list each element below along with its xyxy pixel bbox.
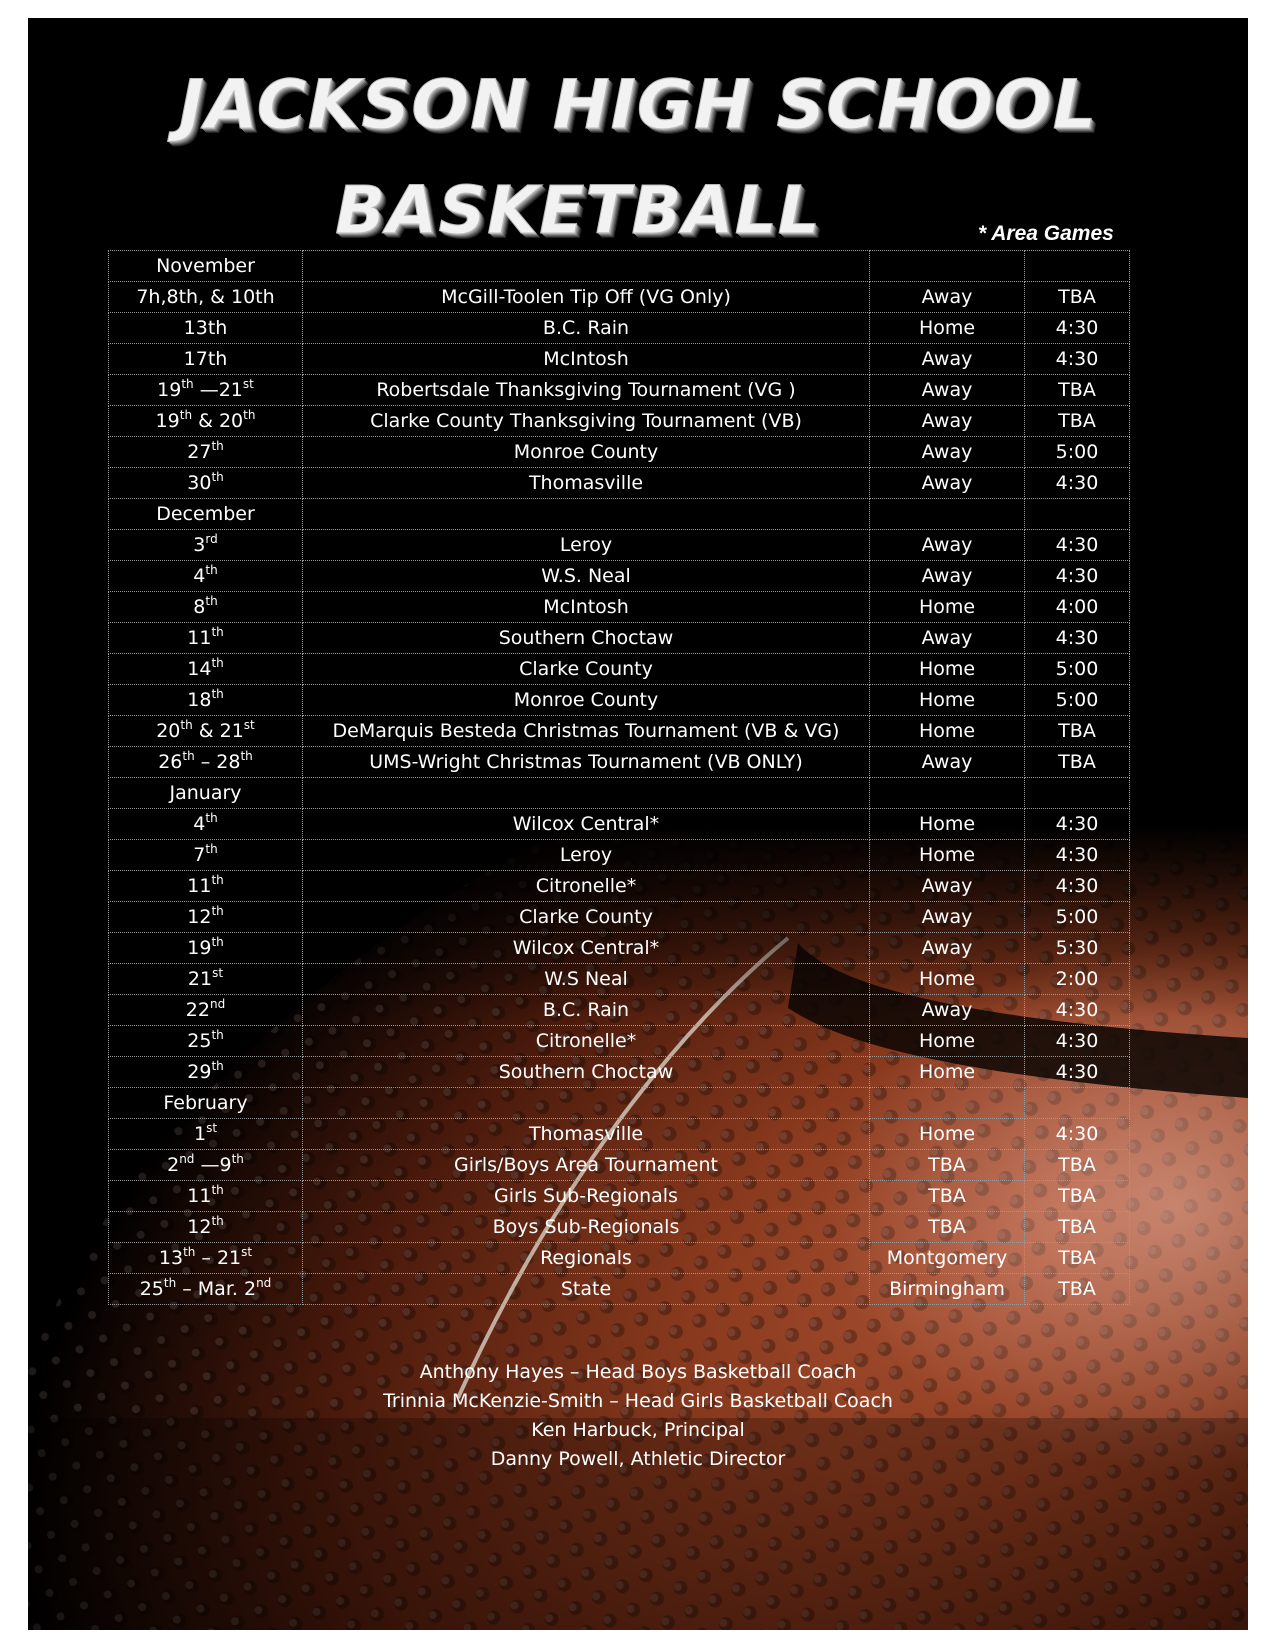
game-row — [109, 1212, 1130, 1243]
opponent-cell: Monroe County — [303, 437, 870, 468]
game-row — [109, 995, 1130, 1026]
opponent-cell: W.S Neal — [303, 964, 870, 995]
time-cell: TBA — [1025, 1212, 1130, 1243]
date-cell: 22nd — [109, 995, 303, 1026]
date-cell: 29th — [109, 1057, 303, 1088]
date-cell: 4th — [109, 809, 303, 840]
opponent-cell — [303, 499, 870, 530]
time-cell: TBA — [1025, 375, 1130, 406]
date-cell: 27th — [109, 437, 303, 468]
time-cell: 4:30 — [1025, 313, 1130, 344]
date-cell: 8th — [109, 592, 303, 623]
opponent-cell: Boys Sub-Regionals — [303, 1212, 870, 1243]
time-cell: 4:30 — [1025, 871, 1130, 902]
opponent-cell: Girls Sub-Regionals — [303, 1181, 870, 1212]
opponent-cell — [303, 778, 870, 809]
location-cell: Home — [870, 716, 1025, 747]
opponent-cell: Southern Choctaw — [303, 1057, 870, 1088]
opponent-cell: Leroy — [303, 840, 870, 871]
date-cell: 20th & 21st — [109, 716, 303, 747]
location-cell: Away — [870, 871, 1025, 902]
time-cell — [1025, 251, 1130, 282]
date-cell: 13th – 21st — [109, 1243, 303, 1274]
opponent-cell: Citronelle* — [303, 1026, 870, 1057]
opponent-cell: Clarke County — [303, 654, 870, 685]
date-cell: 11th — [109, 871, 303, 902]
location-cell: Home — [870, 685, 1025, 716]
opponent-cell: McIntosh — [303, 592, 870, 623]
opponent-cell: B.C. Rain — [303, 995, 870, 1026]
game-row — [109, 685, 1130, 716]
time-cell: TBA — [1025, 716, 1130, 747]
game-row — [109, 406, 1130, 437]
game-row — [109, 840, 1130, 871]
location-cell: Home — [870, 592, 1025, 623]
location-cell: Away — [870, 623, 1025, 654]
game-row — [109, 530, 1130, 561]
title-line-1: JACKSON HIGH SCHOOL — [178, 66, 1098, 145]
time-cell — [1025, 778, 1130, 809]
game-row — [109, 747, 1130, 778]
game-row — [109, 313, 1130, 344]
location-cell — [870, 1088, 1025, 1119]
game-row — [109, 1243, 1130, 1274]
location-cell: Away — [870, 747, 1025, 778]
month-header-row — [109, 499, 1130, 530]
game-row — [109, 282, 1130, 313]
opponent-cell: Wilcox Central* — [303, 809, 870, 840]
location-cell: Home — [870, 654, 1025, 685]
date-cell: 1st — [109, 1119, 303, 1150]
game-row — [109, 623, 1130, 654]
location-cell: Home — [870, 1026, 1025, 1057]
game-row — [109, 933, 1130, 964]
date-cell: 25th — [109, 1026, 303, 1057]
date-cell: 30th — [109, 468, 303, 499]
location-cell: Away — [870, 468, 1025, 499]
location-cell: Home — [870, 964, 1025, 995]
location-cell: Away — [870, 933, 1025, 964]
location-cell — [870, 778, 1025, 809]
opponent-cell: Robertsdale Thanksgiving Tournament (VG ) — [303, 375, 870, 406]
time-cell: 4:30 — [1025, 1057, 1130, 1088]
opponent-cell: UMS-Wright Christmas Tournament (VB ONLY) — [303, 747, 870, 778]
game-row — [109, 964, 1130, 995]
date-cell: 13th — [109, 313, 303, 344]
game-row — [109, 375, 1130, 406]
credit-line: Anthony Hayes – Head Boys Basketball Coach — [419, 1361, 857, 1383]
location-cell: TBA — [870, 1181, 1025, 1212]
game-row — [109, 468, 1130, 499]
location-cell: Montgomery — [870, 1243, 1025, 1274]
location-cell: Home — [870, 1119, 1025, 1150]
game-row — [109, 654, 1130, 685]
location-cell: Home — [870, 313, 1025, 344]
time-cell: 4:30 — [1025, 344, 1130, 375]
date-cell: 3rd — [109, 530, 303, 561]
opponent-cell: McGill-Toolen Tip Off (VG Only) — [303, 282, 870, 313]
opponent-cell: Southern Choctaw — [303, 623, 870, 654]
game-row — [109, 871, 1130, 902]
location-cell: Away — [870, 530, 1025, 561]
date-cell: 11th — [109, 623, 303, 654]
date-cell: 2nd —9th — [109, 1150, 303, 1181]
location-cell: TBA — [870, 1212, 1025, 1243]
location-cell — [870, 251, 1025, 282]
date-cell: 4th — [109, 561, 303, 592]
game-row — [109, 1274, 1130, 1305]
time-cell: 4:30 — [1025, 1026, 1130, 1057]
location-cell: Away — [870, 995, 1025, 1026]
time-cell — [1025, 1088, 1130, 1119]
opponent-cell: Clarke County — [303, 902, 870, 933]
opponent-cell: B.C. Rain — [303, 313, 870, 344]
date-cell: January — [109, 778, 303, 809]
credit-line: Ken Harbuck, Principal — [531, 1419, 745, 1441]
location-cell: Away — [870, 344, 1025, 375]
schedule-table — [108, 250, 1130, 1305]
time-cell: TBA — [1025, 1181, 1130, 1212]
time-cell: TBA — [1025, 282, 1130, 313]
time-cell: 4:00 — [1025, 592, 1130, 623]
date-cell: 19th & 20th — [109, 406, 303, 437]
month-header-row — [109, 1088, 1130, 1119]
time-cell: 4:30 — [1025, 468, 1130, 499]
time-cell: 5:00 — [1025, 685, 1130, 716]
date-cell: 26th – 28th — [109, 747, 303, 778]
time-cell: 2:00 — [1025, 964, 1130, 995]
location-cell: Away — [870, 282, 1025, 313]
location-cell: TBA — [870, 1150, 1025, 1181]
game-row — [109, 1119, 1130, 1150]
time-cell: 4:30 — [1025, 530, 1130, 561]
time-cell: TBA — [1025, 406, 1130, 437]
opponent-cell — [303, 251, 870, 282]
location-cell: Away — [870, 437, 1025, 468]
time-cell: 4:30 — [1025, 561, 1130, 592]
opponent-cell: Leroy — [303, 530, 870, 561]
date-cell: 18th — [109, 685, 303, 716]
opponent-cell: Thomasville — [303, 1119, 870, 1150]
location-cell: Home — [870, 809, 1025, 840]
time-cell: TBA — [1025, 1243, 1130, 1274]
credit-line: Danny Powell, Athletic Director — [490, 1448, 786, 1470]
title-line-2: BASKETBALL — [335, 172, 821, 249]
time-cell: TBA — [1025, 747, 1130, 778]
date-cell: 19th — [109, 933, 303, 964]
game-row — [109, 344, 1130, 375]
date-cell: December — [109, 499, 303, 530]
schedule-body — [109, 251, 1130, 1305]
date-cell: 21st — [109, 964, 303, 995]
location-cell: Home — [870, 1057, 1025, 1088]
date-cell: 12th — [109, 1212, 303, 1243]
credit-line: Trinnia McKenzie-Smith – Head Girls Basketball Coach — [383, 1390, 893, 1412]
location-cell: Away — [870, 902, 1025, 933]
time-cell: 5:00 — [1025, 902, 1130, 933]
date-cell: 17th — [109, 344, 303, 375]
date-cell: 14th — [109, 654, 303, 685]
time-cell: 4:30 — [1025, 623, 1130, 654]
opponent-cell: Monroe County — [303, 685, 870, 716]
time-cell — [1025, 499, 1130, 530]
time-cell: TBA — [1025, 1274, 1130, 1305]
location-cell: Away — [870, 561, 1025, 592]
opponent-cell: Clarke County Thanksgiving Tournament (VB) — [303, 406, 870, 437]
opponent-cell: Regionals — [303, 1243, 870, 1274]
date-cell: 7th — [109, 840, 303, 871]
time-cell: 4:30 — [1025, 1119, 1130, 1150]
opponent-cell: Thomasville — [303, 468, 870, 499]
game-row — [109, 809, 1130, 840]
opponent-cell: State — [303, 1274, 870, 1305]
game-row — [109, 1057, 1130, 1088]
opponent-cell: Citronelle* — [303, 871, 870, 902]
game-row — [109, 592, 1130, 623]
date-cell: 11th — [109, 1181, 303, 1212]
time-cell: 5:30 — [1025, 933, 1130, 964]
opponent-cell: Wilcox Central* — [303, 933, 870, 964]
time-cell: 4:30 — [1025, 995, 1130, 1026]
game-row — [109, 437, 1130, 468]
location-cell: Away — [870, 406, 1025, 437]
location-cell: Birmingham — [870, 1274, 1025, 1305]
game-row — [109, 561, 1130, 592]
time-cell: TBA — [1025, 1150, 1130, 1181]
area-games-note: * Area Games — [978, 222, 1114, 245]
opponent-cell: McIntosh — [303, 344, 870, 375]
date-cell: 19th —21st — [109, 375, 303, 406]
game-row — [109, 1026, 1130, 1057]
time-cell: 4:30 — [1025, 840, 1130, 871]
game-row — [109, 716, 1130, 747]
date-cell: 25th – Mar. 2nd — [109, 1274, 303, 1305]
time-cell: 4:30 — [1025, 809, 1130, 840]
game-row — [109, 902, 1130, 933]
opponent-cell: DeMarquis Besteda Christmas Tournament (VB & VG) — [303, 716, 870, 747]
location-cell — [870, 499, 1025, 530]
location-cell: Home — [870, 840, 1025, 871]
poster — [28, 18, 1248, 1630]
game-row — [109, 1150, 1130, 1181]
opponent-cell: W.S. Neal — [303, 561, 870, 592]
date-cell: 12th — [109, 902, 303, 933]
date-cell: 7h,8th, & 10th — [109, 282, 303, 313]
opponent-cell — [303, 1088, 870, 1119]
month-header-row — [109, 778, 1130, 809]
location-cell: Away — [870, 375, 1025, 406]
date-cell: February — [109, 1088, 303, 1119]
game-row — [109, 1181, 1130, 1212]
date-cell: November — [109, 251, 303, 282]
time-cell: 5:00 — [1025, 654, 1130, 685]
month-header-row — [109, 251, 1130, 282]
time-cell: 5:00 — [1025, 437, 1130, 468]
staff-credits — [28, 1358, 1248, 1474]
opponent-cell: Girls/Boys Area Tournament — [303, 1150, 870, 1181]
